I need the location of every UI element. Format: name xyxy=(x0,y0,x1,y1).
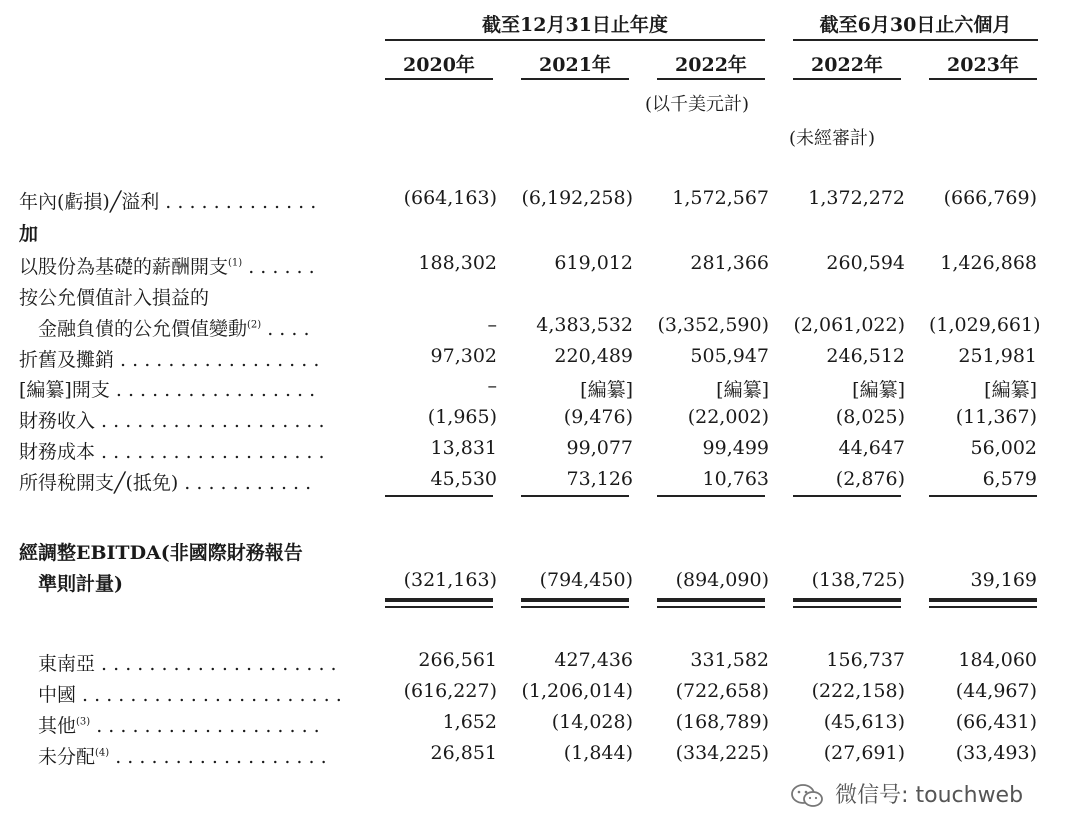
total-double-underline xyxy=(657,598,765,602)
year-header-2020: 2020年 xyxy=(403,54,475,76)
value-cell: (11,367) xyxy=(955,406,1037,428)
value-cell: 99,499 xyxy=(702,437,769,459)
value-cell: (334,225) xyxy=(675,742,769,764)
value-cell: 427,436 xyxy=(554,649,633,671)
leader-dots: . . . . . . . . . . . . . . . . . . xyxy=(109,746,327,768)
value-cell: (8,025) xyxy=(835,406,905,428)
value-cell: 97,302 xyxy=(430,345,497,367)
value-cell: [編纂] xyxy=(984,379,1037,401)
value-cell: (33,493) xyxy=(955,742,1037,764)
adjusted-ebitda-value: (794,450) xyxy=(539,569,633,591)
value-cell: (168,789) xyxy=(675,711,769,733)
value-cell: 246,512 xyxy=(826,345,905,367)
value-cell: (45,613) xyxy=(823,711,905,733)
total-double-underline xyxy=(521,606,629,608)
value-cell: [編纂] xyxy=(580,379,633,401)
year-underline xyxy=(793,78,901,80)
value-cell: 184,060 xyxy=(958,649,1037,671)
row-label xyxy=(19,283,209,310)
value-cell: 45,530 xyxy=(430,468,497,490)
value-cell: (666,769) xyxy=(943,187,1037,209)
value-cell: (2,876) xyxy=(835,468,905,490)
value-cell: 505,947 xyxy=(690,345,769,367)
leader-dots: . . . . . . . . . . . xyxy=(178,472,312,494)
value-cell: 251,981 xyxy=(958,345,1037,367)
total-double-underline xyxy=(793,598,901,602)
year-header-2022-h1: 2022年 xyxy=(811,54,883,76)
adjusted-ebitda-label-line2: 準則計量) xyxy=(38,573,123,595)
row-label-text: 金融負債的公允價值變動 xyxy=(38,318,248,340)
value-cell: (14,028) xyxy=(551,711,633,733)
value-cell: (6,192,258) xyxy=(521,187,633,209)
row-label-text: 加 xyxy=(19,223,39,245)
value-cell: (66,431) xyxy=(955,711,1037,733)
header-group-six-months-divider xyxy=(793,39,1038,41)
leader-dots: . . . . . . . . . . . . . . . . . . . xyxy=(95,410,325,432)
adjusted-ebitda-value: 39,169 xyxy=(970,569,1037,591)
value-cell: (1,844) xyxy=(563,742,633,764)
year-header-2023-h1: 2023年 xyxy=(947,54,1019,76)
year-underline xyxy=(385,78,493,80)
subtotal-line xyxy=(385,495,493,497)
adjusted-ebitda-value: (894,090) xyxy=(675,569,769,591)
leader-dots: . . . . . . . . . . . . . . . . . xyxy=(114,349,320,371)
footnote-marker: (1) xyxy=(228,257,243,269)
value-cell: [編纂] xyxy=(716,379,769,401)
value-cell: 266,561 xyxy=(418,649,497,671)
watermark-text: 微信号: touchweb xyxy=(835,783,1024,808)
leader-dots: . . . . . . . . . . . . . . . . . . . . xyxy=(95,653,337,675)
header-group-six-months: 截至6月30日止六個月 xyxy=(819,14,1012,36)
value-cell: 220,489 xyxy=(554,345,633,367)
row-label-text: [編纂]開支 xyxy=(19,379,110,401)
value-cell: 1,652 xyxy=(442,711,497,733)
value-cell: 1,426,868 xyxy=(940,252,1037,274)
row-label xyxy=(38,314,310,341)
row-label-text: 所得稅開支╱(抵免) xyxy=(19,472,179,494)
value-cell: 99,077 xyxy=(566,437,633,459)
value-cell: (1,029,661) xyxy=(929,314,1041,336)
total-double-underline xyxy=(929,606,1037,608)
row-label xyxy=(19,187,316,214)
value-cell: 156,737 xyxy=(826,649,905,671)
year-header-2022: 2022年 xyxy=(675,54,747,76)
value-cell: 44,647 xyxy=(838,437,905,459)
value-cell: (44,967) xyxy=(955,680,1037,702)
value-cell: 73,126 xyxy=(566,468,633,490)
total-double-underline xyxy=(929,598,1037,602)
region-label xyxy=(38,711,320,738)
row-label xyxy=(19,375,315,402)
subtotal-line xyxy=(657,495,765,497)
value-cell: 619,012 xyxy=(554,252,633,274)
total-double-underline xyxy=(657,606,765,608)
region-label xyxy=(38,680,342,707)
value-cell: (1,965) xyxy=(427,406,497,428)
row-label-text: 中國 xyxy=(38,684,77,706)
leader-dots: . . . . . . xyxy=(242,256,315,278)
value-cell: 260,594 xyxy=(826,252,905,274)
footnote-marker: (2) xyxy=(247,319,262,331)
row-label-text: 折舊及攤銷 xyxy=(19,349,115,371)
total-double-underline xyxy=(385,598,493,602)
subtotal-line xyxy=(793,495,901,497)
region-label xyxy=(38,649,337,676)
total-double-underline xyxy=(385,606,493,608)
leader-dots: . . . . . . . . . . . . . . . . . xyxy=(109,379,316,401)
year-underline xyxy=(929,78,1037,80)
value-cell: 331,582 xyxy=(690,649,769,671)
row-label-text: 年內(虧損)╱溢利 xyxy=(19,191,160,213)
value-cell: (27,691) xyxy=(823,742,905,764)
value-cell: 188,302 xyxy=(418,252,497,274)
row-label xyxy=(19,219,38,246)
footnote-marker: (3) xyxy=(76,716,91,728)
unit-note: (以千美元計) xyxy=(645,94,750,115)
value-cell: (222,158) xyxy=(811,680,905,702)
leader-dots: . . . . . . . . . . . . . xyxy=(159,191,317,213)
value-cell: 281,366 xyxy=(690,252,769,274)
footnote-marker: (4) xyxy=(95,747,110,759)
value-cell: 1,372,272 xyxy=(808,187,905,209)
value-cell: (664,163) xyxy=(403,187,497,209)
header-group-fiscal-divider xyxy=(385,39,765,41)
row-label-text: 東南亞 xyxy=(38,653,96,675)
year-underline xyxy=(521,78,629,80)
value-cell: 10,763 xyxy=(702,468,769,490)
subtotal-line xyxy=(521,495,629,497)
row-label-text: 未分配 xyxy=(38,746,96,768)
value-cell: 13,831 xyxy=(430,437,497,459)
adjusted-ebitda-value: (321,163) xyxy=(403,569,497,591)
row-label-text: 財務成本 xyxy=(19,441,96,463)
year-header-2021: 2021年 xyxy=(539,54,611,76)
adjusted-ebitda-label-line1: 經調整EBITDA(非國際財務報告 xyxy=(19,542,303,564)
row-label xyxy=(19,437,325,464)
value-cell: 26,851 xyxy=(430,742,497,764)
value-cell: (3,352,590) xyxy=(657,314,769,336)
wechat-icon xyxy=(790,783,824,813)
row-label xyxy=(19,345,319,372)
value-cell: 4,383,532 xyxy=(536,314,633,336)
row-label-text: 以股份為基礎的薪酬開支 xyxy=(19,256,229,278)
value-cell: (9,476) xyxy=(563,406,633,428)
value-cell: (616,227) xyxy=(403,680,497,702)
region-label xyxy=(38,742,327,769)
row-label-text: 按公允價值計入損益的 xyxy=(19,287,210,309)
row-label xyxy=(19,468,311,495)
row-label xyxy=(19,406,325,433)
row-label-text: 其他 xyxy=(38,715,77,737)
leader-dots: . . . . . . . . . . . . . . . . . . . . . . xyxy=(76,684,342,706)
row-label-text: 財務收入 xyxy=(19,410,96,432)
value-cell: (2,061,022) xyxy=(793,314,905,336)
value-cell: 56,002 xyxy=(970,437,1037,459)
value-cell: 1,572,567 xyxy=(672,187,769,209)
header-group-fiscal-year: 截至12月31日止年度 xyxy=(482,14,668,36)
value-cell: – xyxy=(487,314,497,336)
year-underline xyxy=(657,78,765,80)
total-double-underline xyxy=(793,606,901,608)
value-cell: (1,206,014) xyxy=(521,680,633,702)
leader-dots: . . . . xyxy=(261,318,310,340)
subtotal-line xyxy=(929,495,1037,497)
value-cell: 6,579 xyxy=(982,468,1037,490)
leader-dots: . . . . . . . . . . . . . . . . . . . xyxy=(95,441,325,463)
value-cell: (22,002) xyxy=(687,406,769,428)
value-cell: [編纂] xyxy=(852,379,905,401)
row-label xyxy=(19,252,315,279)
total-double-underline xyxy=(521,598,629,602)
value-cell: – xyxy=(487,375,497,397)
value-cell: (722,658) xyxy=(675,680,769,702)
unaudited-note: (未經審計) xyxy=(789,128,876,149)
wechat-watermark xyxy=(790,778,1023,813)
adjusted-ebitda-value: (138,725) xyxy=(811,569,905,591)
leader-dots: . . . . . . . . . . . . . . . . . . . xyxy=(90,715,320,737)
